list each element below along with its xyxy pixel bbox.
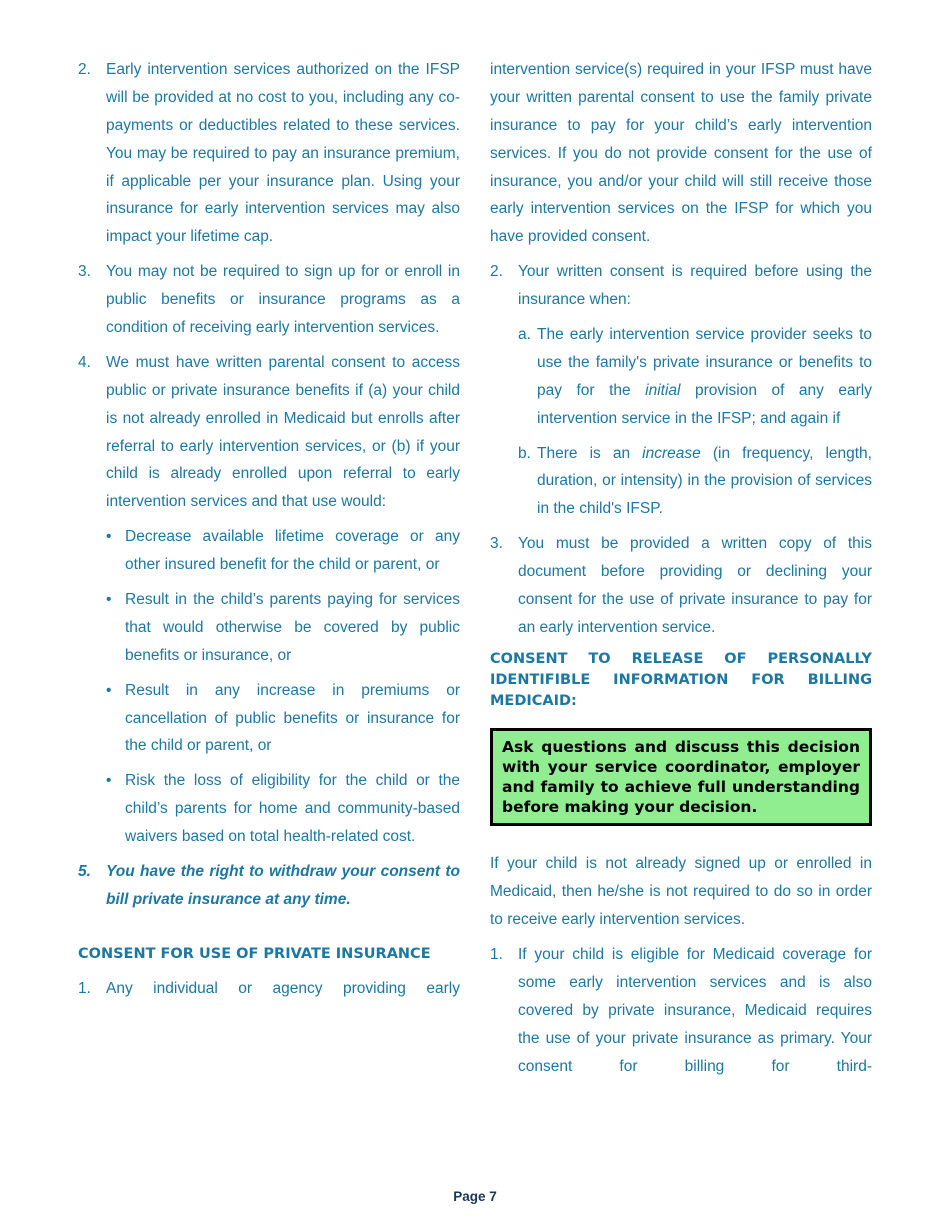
item-number: 4. (78, 353, 91, 371)
numbered-item-2-right (490, 258, 872, 314)
bullet-icon: • (106, 591, 112, 609)
item-number: 2. (490, 263, 503, 281)
bullet-item (106, 677, 460, 761)
text-segment: There is an (537, 444, 643, 462)
two-column-layout (78, 56, 872, 1088)
item-text: We must have written parental consent to access public or private insurance benefits if (a) your child is not already enrolled in Medicaid but enrolls after referral to early intervention services, or (b) if your child is already enrolled upon referral to early intervention services and that use would: (106, 353, 460, 511)
item-text: You must be provided a written copy of this document before providing or declining your consent for the use of private insurance to pay for an early intervention service. (518, 535, 872, 636)
continuation-paragraph: intervention service(s) required in your IFSP must have your written parental consent to use the family private insurance to pay for your child’s early intervention services. If you do not provide consent for the use of insurance, you and/or your child will still receive those early intervention services on the IFSP for which you have provided consent. (490, 61, 872, 246)
page-footer: Page 7 (453, 1189, 497, 1204)
section-heading-private-insurance: CONSENT FOR USE OF PRIVATE INSURANCE (78, 945, 431, 962)
medicaid-paragraph: If your child is not already signed up or enrolled in Medicaid, then he/she is not required to do so in order to receive early intervention services. (490, 855, 872, 929)
italic-term: increase (642, 444, 701, 462)
text-segment: (in frequency, length, duration, or intensity) in the provision of services in the child's IFSP. (537, 444, 872, 518)
sub-item-a (518, 321, 872, 433)
numbered-item-1-right (490, 941, 872, 1080)
item-text: Early intervention services authorized on the IFSP will be provided at no cost to you, including any co-payments or deductibles related to these services. You may be required to pay an insurance premium, if applicable per your insurance plan. Using your insurance for early intervention services may also impact your lifetime cap. (106, 61, 460, 246)
item-text (537, 440, 872, 524)
bullet-text: Decrease available lifetime coverage or any other insured benefit for the child or parent, or (125, 528, 460, 574)
item-number: 3. (78, 263, 91, 281)
bullet-text: Risk the loss of eligibility for the child or the child’s parents for home and community-based waivers based on total health-related cost. (125, 772, 460, 846)
left-column (78, 56, 460, 1088)
numbered-item-1-left (78, 975, 460, 1003)
sub-item-label: a. (518, 326, 531, 344)
text-segment: provision of any early intervention service in the IFSP; and again if (537, 381, 872, 427)
item-text: Your written consent is required before using the insurance when: (518, 263, 872, 309)
bullet-item (106, 767, 460, 851)
numbered-item-5 (78, 858, 460, 914)
item-number: 3. (490, 535, 503, 553)
callout-box: Ask questions and discuss this decision with your service coordinator, employer and family to achieve full understanding before making your decision. (490, 728, 872, 827)
bullet-item (106, 523, 460, 579)
item-text: You may not be required to sign up for or enroll in public benefits or insurance programs as a condition of receiving early intervention services. (106, 263, 460, 337)
bullet-icon: • (106, 528, 112, 546)
text-segment: The early intervention service provider seeks to use the family's private insurance or benefits to pay for the (537, 326, 872, 399)
item-number: 1. (78, 979, 91, 997)
bullet-icon: • (106, 681, 112, 699)
item-text: You have the right to withdraw your consent to bill private insurance at any time. (106, 863, 460, 908)
bullet-text: Result in the child’s parents paying for services that would otherwise be covered by public benefits or insurance, or (125, 591, 460, 664)
italic-term: initial (645, 381, 681, 399)
item-number: 5. (78, 863, 91, 881)
section-heading-medicaid: CONSENT TO RELEASE OF PERSONALLY IDENTIFIBLE INFORMATION FOR BILLING MEDICAID: (490, 650, 872, 709)
right-column (490, 56, 872, 1088)
bullet-text: Result in any increase in premiums or cancellation of public benefits or insurance for the child or parent, or (125, 681, 460, 755)
numbered-item-3 (78, 258, 460, 342)
bullet-item (106, 586, 460, 670)
sub-item-b (518, 440, 872, 524)
item-text (537, 321, 872, 433)
sub-item-label: b. (518, 444, 531, 462)
item-text: If your child is eligible for Medicaid coverage for some early intervention services and is also covered by private insurance, Medicaid requires the use of your private insurance as primary. Your consent for billing for third- (518, 946, 872, 1075)
numbered-item-4 (78, 349, 460, 516)
item-number: 2. (78, 61, 91, 78)
numbered-item-2 (78, 56, 460, 251)
item-number: 1. (490, 946, 503, 964)
item-text: Any individual or agency providing early (106, 979, 460, 997)
bullet-icon: • (106, 772, 112, 790)
numbered-item-3-right (490, 530, 872, 642)
